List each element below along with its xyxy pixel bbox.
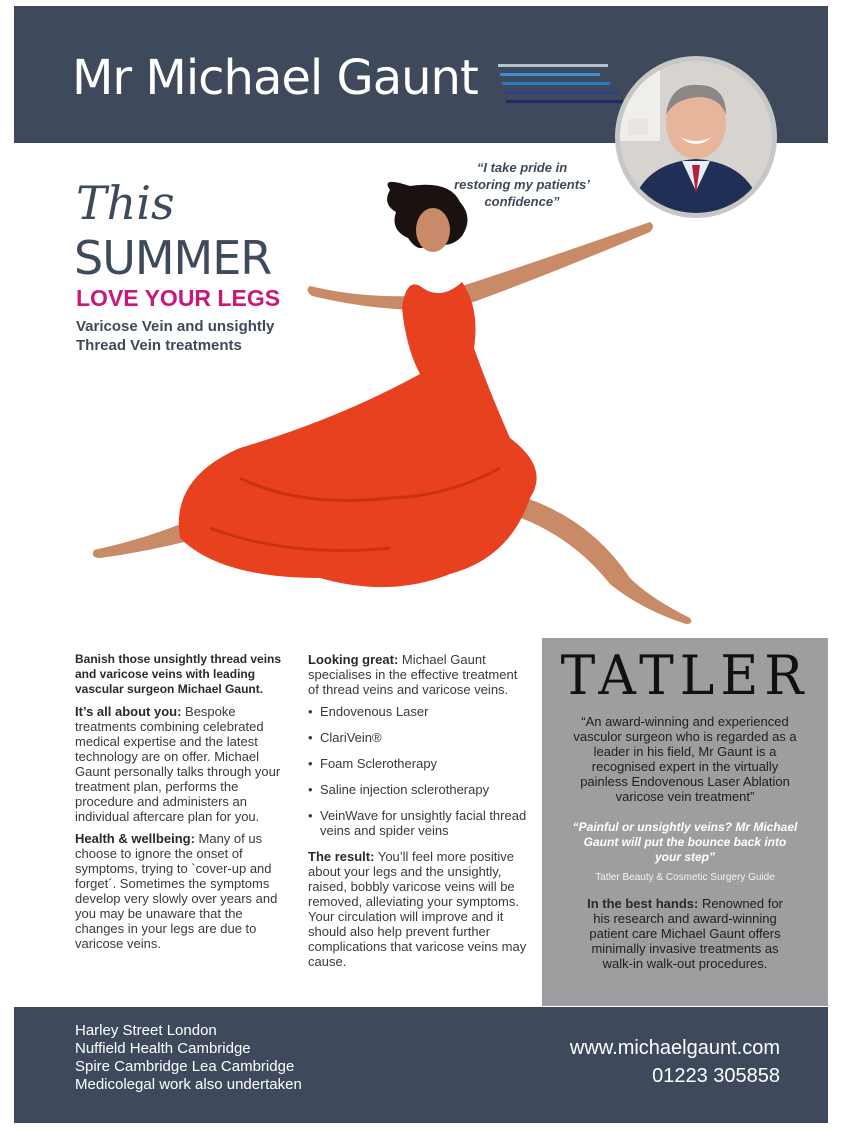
paragraph-body: Renowned for his research and award-winning patient care Michael Gaunt offers minimally invasive treatments as walk-in walk-out procedures. <box>589 896 783 971</box>
paragraph-heading: In the best hands: <box>587 896 699 911</box>
tatler-panel <box>542 638 828 1006</box>
treatment-list <box>308 704 530 838</box>
paragraph-looking-great <box>308 652 530 697</box>
stripe <box>502 82 610 85</box>
headline-summer: SUMMER <box>74 231 272 285</box>
location-item: Medicolegal work also undertaken <box>75 1076 302 1093</box>
phone-number[interactable]: 01223 305858 <box>652 1065 780 1087</box>
stripe <box>504 91 618 94</box>
location-item: Spire Cambridge Lea Cambridge <box>75 1058 295 1075</box>
paragraph-body: Many of us choose to ignore the onset of symptoms, trying to `cover-up and forget´. Sometimes the symptoms develop very slowly over years and you may be unaware that the changes in your legs are due to varicose veins. <box>75 831 278 951</box>
paragraph-heading: It’s all about you: <box>75 704 182 719</box>
tatler-source: Tatler Beauty & Cosmetic Surgery Guide <box>595 872 775 883</box>
stripe <box>500 73 600 76</box>
tatler-pull-quote: “Painful or unsightly veins? Mr Michael Gaunt will put the bounce back into your step” <box>572 820 798 864</box>
column-left <box>75 652 293 958</box>
tatler-quote: “An award-winning and experienced vasculor surgeon who is regarded as a leader in his field, Mr Gaunt is a recognised expert in the virtually painless Endovenous Laser Ablation varicose vein treatment” <box>573 714 797 804</box>
paragraph-heading: Health & wellbeing: <box>75 831 195 846</box>
headline-love-your-legs: LOVE YOUR LEGS <box>76 285 281 311</box>
list-item: • Endovenous Laser <box>308 704 530 719</box>
location-item: Nuffield Health Cambridge <box>75 1040 251 1057</box>
locations-list <box>75 1022 302 1094</box>
list-item: • Foam Sclerotherapy <box>308 756 530 771</box>
stripe <box>506 100 626 103</box>
paragraph-the-result <box>308 849 530 969</box>
stripe <box>498 64 608 67</box>
headline-treatments: Varicose Vein and unsightly Thread Vein treatments <box>76 318 275 354</box>
paragraph-body: You’ll feel more positive about your legs and the unsightly, raised, bobbly varicose veins will be removed, alleviating your symptoms. Your circulation will improve and it should also help prevent further complications that varicose veins may cause. <box>308 849 527 969</box>
lead-paragraph: Banish those unsightly thread veins and varicose veins with leading vascular surgeon Michael Gaunt. <box>75 652 282 696</box>
location-item: Harley Street London <box>75 1022 217 1039</box>
paragraph-heading: The result: <box>308 849 375 864</box>
pull-quote: “I take pride in restoring my patients’ confidence” <box>454 160 590 209</box>
list-item: • Saline injection sclerotherapy <box>308 782 530 797</box>
paragraph-body: Bespoke treatments combining celebrated medical expertise and the latest technology are on offer. Michael Gaunt personally talks through your treatment plan, performs the procedure and administers an individual aftercare plan for you. <box>75 704 281 824</box>
website-link[interactable]: www.michaelgaunt.com <box>569 1037 780 1059</box>
headline-this: This <box>76 176 175 230</box>
list-item: • VeinWave for unsightly facial thread veins and spider veins <box>308 808 530 838</box>
paragraph-health-wellbeing <box>75 831 293 951</box>
footer-banner <box>14 1007 828 1123</box>
best-hands-paragraph <box>580 896 790 971</box>
paragraph-heading: Looking great: <box>308 652 399 667</box>
paragraph-all-about-you <box>75 704 293 824</box>
paragraph-body: Michael Gaunt specialises in the effective treatment of thread veins and varicose veins. <box>308 652 518 697</box>
column-middle <box>308 652 530 976</box>
tatler-logo: TATLER <box>560 644 810 708</box>
decorative-stripes <box>498 64 628 114</box>
list-item: • ClariVein® <box>308 730 530 745</box>
page-title: Mr Michael Gaunt <box>72 50 478 106</box>
